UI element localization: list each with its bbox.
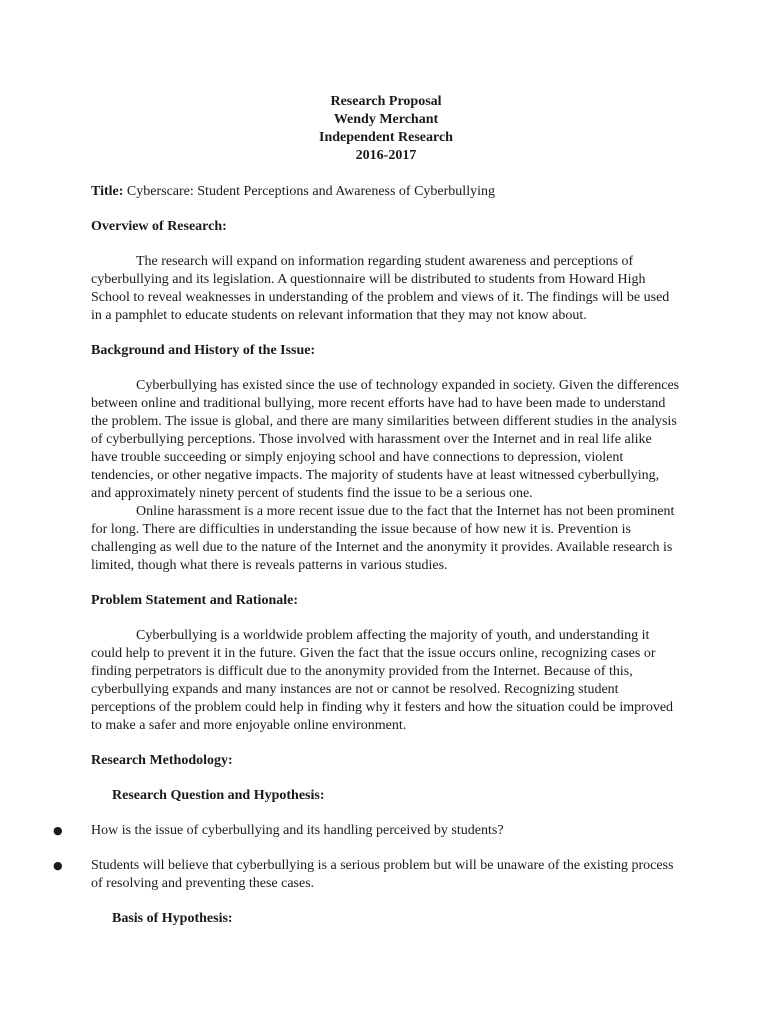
- background-paragraph-1: Cyberbullying has existed since the use of technology expanded in society. Given the differences between online and traditional bullying, more recent efforts have had to have been made to understand the problem. The issue is global, and there are many similarities between different studies in the analysis of cyberbullying perceptions. Those involved with harassment over the Internet and in real life alike have trouble succeeding or simply enjoying school and have connections to depression, violent tendencies, or other negative impacts. The majority of students have at least witnessed cyberbullying, and approximately ninety percent of students find the issue to be a serious one.: [91, 378, 680, 501]
- research-question-subheading: Research Question and Hypothesis:: [112, 788, 325, 803]
- title-line: [91, 183, 681, 201]
- header-course: Independent Research: [319, 130, 453, 145]
- overview-heading: Overview of Research:: [91, 219, 227, 234]
- title-label: Title:: [91, 184, 124, 199]
- title-text: Cyberscare: Student Perceptions and Awareness of Cyberbullying: [123, 184, 495, 199]
- background-section: [91, 377, 681, 575]
- problem-paragraph: Cyberbullying is a worldwide problem affecting the majority of youth, and understanding it could help to prevent it in the future. Given the fact that the issue occurs online, recognizing cases or finding perpetrators is difficult due to the anonymity provided from the Internet. Because of this, cyberbullying expands and many instances are not or cannot be resolved. Recognizing student perceptions of the problem could help in finding why it festers and how the situation could be improved to make a safer and more enjoyable online environment.: [91, 628, 674, 733]
- header-title: Research Proposal: [330, 94, 442, 109]
- list-item: [53, 857, 681, 893]
- bullet-icon: ●: [53, 859, 63, 872]
- document-header: [91, 93, 681, 165]
- basis-subheading: Basis of Hypothesis:: [112, 911, 233, 926]
- list-item: [53, 822, 681, 840]
- list-item-text: Students will believe that cyberbullying is a serious problem but will be unaware of the existing process of resolving and preventing these cases.: [91, 858, 674, 891]
- bullet-icon: ●: [53, 824, 63, 837]
- problem-section: [91, 627, 681, 735]
- list-item-text: How is the issue of cyberbullying and its handling perceived by students?: [91, 823, 504, 838]
- background-heading: Background and History of the Issue:: [91, 343, 316, 358]
- header-year: 2016-2017: [355, 148, 417, 163]
- hypothesis-list: [53, 822, 681, 893]
- background-paragraph-2: Online harassment is a more recent issue due to the fact that the Internet has not been prominent for long. There are difficulties in understanding the issue because of how new it is. Prevention is challenging as well due to the nature of the Internet and the anonymity it provides. Available research is limited, though what there is reveals patterns in various studies.: [91, 504, 675, 573]
- header-author: Wendy Merchant: [333, 112, 439, 127]
- methodology-heading: Research Methodology:: [91, 753, 233, 768]
- document-page: [53, 93, 681, 945]
- overview-paragraph: The research will expand on information regarding student awareness and perceptions of cyberbullying and its legislation. A questionnaire will be distributed to students from Howard High School to reveal weaknesses in understanding of the problem and views of it. The findings will be used in a pamphlet to educate students on relevant information that they may not know about.: [91, 254, 670, 323]
- overview-section: [91, 253, 681, 325]
- problem-heading: Problem Statement and Rationale:: [91, 593, 298, 608]
